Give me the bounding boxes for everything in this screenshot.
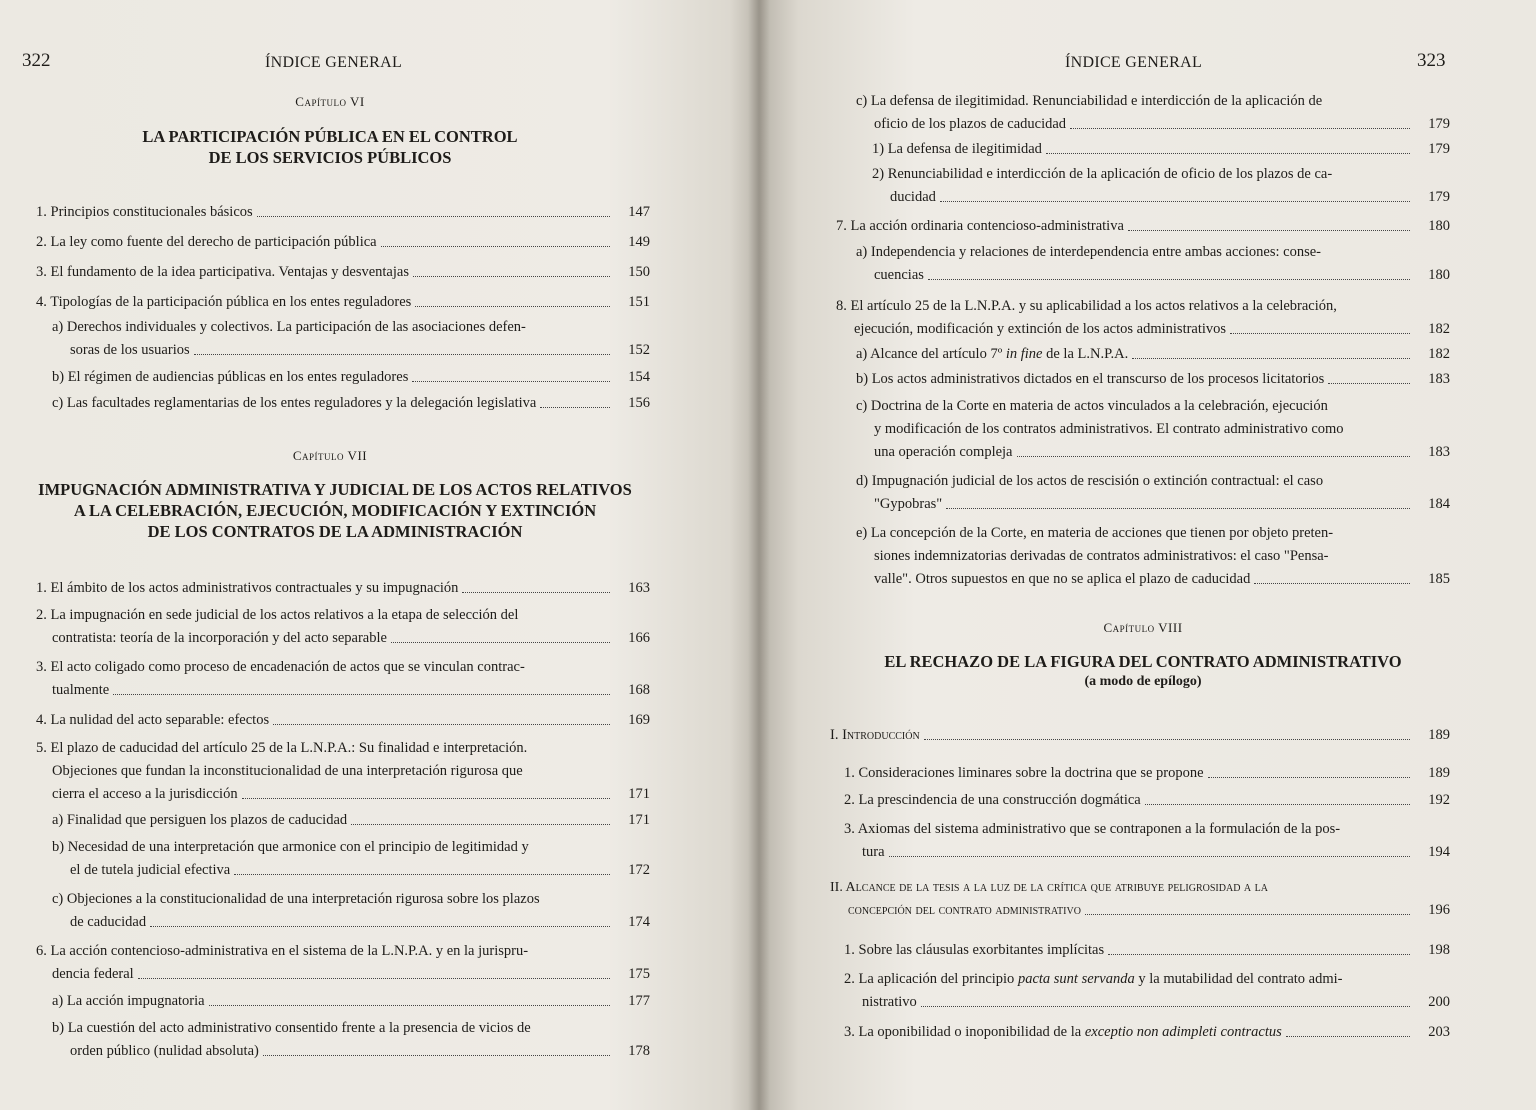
toc-entry: 8. El artículo 25 de la L.N.P.A. y su aplicabilidad a los actos relativos a la celebración, ejecución, modificación y extinción de los actos administrativos 182: [836, 298, 1450, 337]
toc-entry: 2. La aplicación del principio pacta sunt servanda y la mutabilidad del contrato admi- nistrativo 200: [844, 971, 1450, 1010]
toc-entry: c) Objeciones a la constitucionalidad de una interpretación rigurosa sobre los plazos de caducidad 174: [52, 891, 650, 930]
toc-entry: II. Alcance de la tesis a la luz de la crítica que atribuye peligrosidad a la concepción del contrato administrativo 196: [830, 880, 1450, 918]
chapter-title: EL RECHAZO DE LA FIGURA DEL CONTRATO ADMINISTRATIVO: [884, 652, 1402, 671]
toc-entry: I. Introducción 189: [830, 727, 1450, 743]
toc-list-ch6: [36, 199, 650, 415]
toc-entry: b) El régimen de audiencias públicas en los entes reguladores 154: [52, 369, 650, 385]
toc-entry: c) Doctrina de la Corte en materia de actos vinculados a la celebración, ejecución y modificación de los contratos administrativos. El contrato administrativo como una operación compleja 183: [856, 398, 1450, 460]
toc-entry: 1. El ámbito de los actos administrativos contractuales y su impugnación 163: [36, 580, 650, 596]
toc-entry: a) Derechos individuales y colectivos. La participación de las asociaciones defen- soras de los usuarios 152: [52, 319, 650, 358]
toc-entry: a) Independencia y relaciones de interdependencia entre ambas acciones: conse- cuencias 180: [856, 244, 1450, 283]
toc-entry: a) La acción impugnatoria 177: [52, 993, 650, 1009]
toc-entry: 1. Consideraciones liminares sobre la doctrina que se propone 189: [844, 765, 1450, 781]
toc-entry: 3. El acto coligado como proceso de encadenación de actos que se vinculan contrac- tualmente 168: [36, 659, 650, 698]
toc-entry: 2. La impugnación en sede judicial de los actos relativos a la etapa de selección del contratista: teoría de la incorporación y del acto separable 166: [36, 607, 650, 646]
toc-entry: c) Las facultades reglamentarias de los entes reguladores y la delegación legislativa 156: [52, 395, 650, 411]
toc-entry: a) Finalidad que persiguen los plazos de caducidad 171: [52, 812, 650, 828]
chapter-title: IMPUGNACIÓN ADMINISTRATIVA Y JUDICIAL DE LOS ACTOS RELATIVOS A LA CELEBRACIÓN, EJECUCIÓN, MODIFICACIÓN Y EXTINCIÓN DE LOS CONTRATOS DE LA ADMINISTRACIÓN: [38, 480, 632, 541]
chapter-label: Capítulo VIII: [1103, 620, 1183, 635]
chapter-label: Capítulo VII: [292, 448, 368, 463]
toc-entry: b) Los actos administrativos dictados en el transcurso de los procesos licitatorios 183: [856, 371, 1450, 387]
toc-entry: 1. Principios constitucionales básicos 147: [36, 204, 650, 220]
toc-entry: 5. El plazo de caducidad del artículo 25 de la L.N.P.A.: Su finalidad e interpretación. Objeciones que fundan la inconstitucionalidad de una interpretación rigurosa que cierra el acceso a la jurisdicción 171: [36, 740, 650, 802]
chapter-subtitle: (a modo de epílogo): [1084, 674, 1202, 689]
toc-entry: 2. La prescindencia de una construcción dogmática 192: [844, 792, 1450, 808]
toc-entry: 2. La ley como fuente del derecho de participación pública 149: [36, 234, 650, 250]
page-number: 323: [1417, 50, 1446, 71]
running-head: ÍNDICE GENERAL: [1065, 54, 1203, 71]
toc-entry: b) La cuestión del acto administrativo consentido frente a la presencia de vicios de orden público (nulidad absoluta) 178: [52, 1020, 650, 1059]
toc-entry: e) La concepción de la Corte, en materia de acciones que tienen por objeto preten- siones indemnizatorias derivadas de contratos administrativos: el caso "Pensa- valle". Otros supuestos en que no se aplica el plazo de caducidad 185: [856, 525, 1450, 587]
chapter-label: Capítulo VI: [295, 94, 365, 109]
toc-entry: b) Necesidad de una interpretación que armonice con el principio de legitimidad y el de tutela judicial efectiva 172: [52, 839, 650, 878]
toc-entry: d) Impugnación judicial de los actos de rescisión o extinción contractual: el caso "Gypobras" 184: [856, 473, 1450, 512]
toc-list-cont: [836, 90, 1450, 591]
right-page: [760, 0, 1536, 1110]
toc-list-ch8: [830, 722, 1450, 1044]
toc-entry: 7. La acción ordinaria contencioso-administrativa 180: [836, 218, 1450, 234]
toc-entry: 1) La defensa de ilegitimidad 179: [872, 141, 1450, 157]
toc-entry: 4. La nulidad del acto separable: efectos 169: [36, 712, 650, 728]
toc-entry: 6. La acción contencioso-administrativa en el sistema de la L.N.P.A. y en la jurispru- dencia federal 175: [36, 943, 650, 982]
toc-entry: 3. Axiomas del sistema administrativo que se contraponen a la formulación de la pos- tura 194: [844, 821, 1450, 860]
left-page: [0, 0, 760, 1110]
toc-entry: 4. Tipologías de la participación pública en los entes reguladores 151: [36, 294, 650, 310]
book-gutter: [748, 0, 770, 1110]
toc-entry: 3. El fundamento de la idea participativa. Ventajas y desventajas 150: [36, 264, 650, 280]
toc-entry: 2) Renunciabilidad e interdicción de la aplicación de oficio de los plazos de ca- ducidad 179: [872, 166, 1450, 205]
chapter-title: LA PARTICIPACIÓN PÚBLICA EN EL CONTROL DE LOS SERVICIOS PÚBLICOS: [142, 127, 518, 167]
running-head: ÍNDICE GENERAL: [265, 54, 403, 71]
toc-entry: 1. Sobre las cláusulas exorbitantes implícitas 198: [844, 942, 1450, 958]
toc-entry: c) La defensa de ilegitimidad. Renunciabilidad e interdicción de la aplicación de oficio de los plazos de caducidad 179: [856, 93, 1450, 132]
toc-entry: a) Alcance del artículo 7º in fine de la L.N.P.A. 182: [856, 346, 1450, 362]
toc-entry: 3. La oponibilidad o inoponibilidad de la exceptio non adimpleti contractus 203: [844, 1024, 1450, 1040]
toc-list-ch7: [36, 574, 650, 1063]
page-number: 322: [22, 50, 51, 71]
